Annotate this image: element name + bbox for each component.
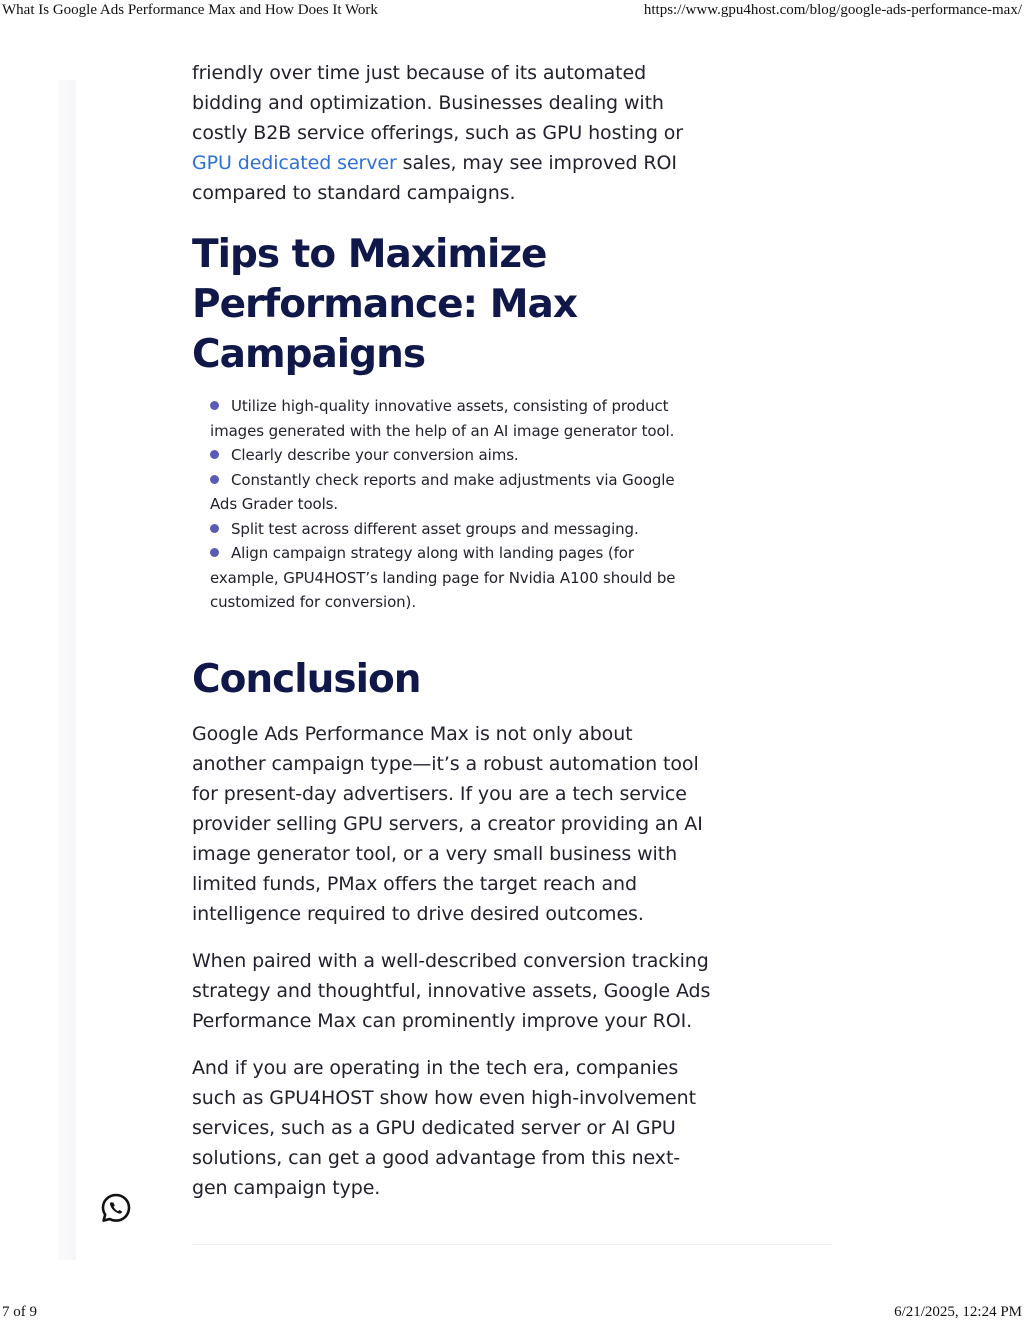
list-item [210, 394, 692, 443]
conclusion-heading: Conclusion [192, 656, 421, 702]
conclusion-paragraph: Google Ads Performance Max is not only about another campaign type—it’s a robust automation tool for present-day advertisers. If you are a tech service provider selling GPU servers, a creator providing an AI image generator tool, or a very small business with limited funds, PMax offers the target reach and intelligence required to drive desired outcomes. [192, 722, 703, 925]
tip-text: Clearly describe your conversion aims. [231, 446, 519, 464]
gpu-dedicated-server-link[interactable]: GPU dedicated server [192, 152, 397, 174]
tips-list [192, 394, 692, 615]
print-header [0, 0, 1024, 22]
conclusion-paragraph: When paired with a well-described conversion tracking strategy and thoughtful, innovative assets, Google Ads Performance Max can prominently improve your ROI. [192, 949, 711, 1032]
list-item [210, 517, 692, 542]
content-divider [192, 1244, 832, 1245]
bullet-dot-icon [210, 475, 219, 484]
list-item [210, 541, 692, 615]
intro-text-end: sales, may see improved ROI compared to standard campaigns. [192, 152, 677, 204]
bullet-dot-icon [210, 450, 219, 459]
list-item [210, 443, 692, 468]
tip-text: Split test across different asset groups and messaging. [231, 519, 639, 538]
tip-text: Constantly check reports and make adjustments via Google Ads Grader tools. [210, 470, 675, 513]
bullet-dot-icon [210, 548, 219, 557]
bullet-dot-icon [210, 401, 219, 410]
article-body [192, 58, 712, 1220]
list-item [210, 468, 692, 517]
document-url: https://www.gpu4host.com/blog/google-ads-performance-max/ [643, 2, 1022, 18]
tip-text: Utilize high-quality innovative assets, consisting of product images generated with the help of an AI image generator tool. [210, 397, 675, 440]
whatsapp-icon[interactable] [100, 1192, 132, 1224]
tips-heading: Tips to Maximize Performance: Max Campaigns [192, 232, 578, 377]
intro-paragraph [192, 58, 712, 208]
conclusion-paragraph: And if you are operating in the tech era, companies such as GPU4HOST show how even high-involvement services, such as a GPU dedicated server or AI GPU solutions, can get a good advantage from this next-gen campaign type. [192, 1056, 696, 1199]
print-footer [0, 1303, 1024, 1325]
document-title: What Is Google Ads Performance Max and How Does It Work [2, 2, 378, 18]
tip-text: Align campaign strategy along with landing pages (for example, GPU4HOST’s landing page for Nvidia A100 should be customized for conversion). [210, 544, 676, 611]
intro-text-start: friendly over time just because of its automated bidding and optimization. Businesses dealing with costly B2B service offerings, such as GPU hosting or [192, 62, 683, 144]
print-datetime: 6/21/2025, 12:24 PM [894, 1304, 1022, 1320]
page-number: 7 of 9 [2, 1304, 37, 1320]
bullet-dot-icon [210, 524, 219, 533]
left-sidebar-rail [58, 80, 76, 1260]
